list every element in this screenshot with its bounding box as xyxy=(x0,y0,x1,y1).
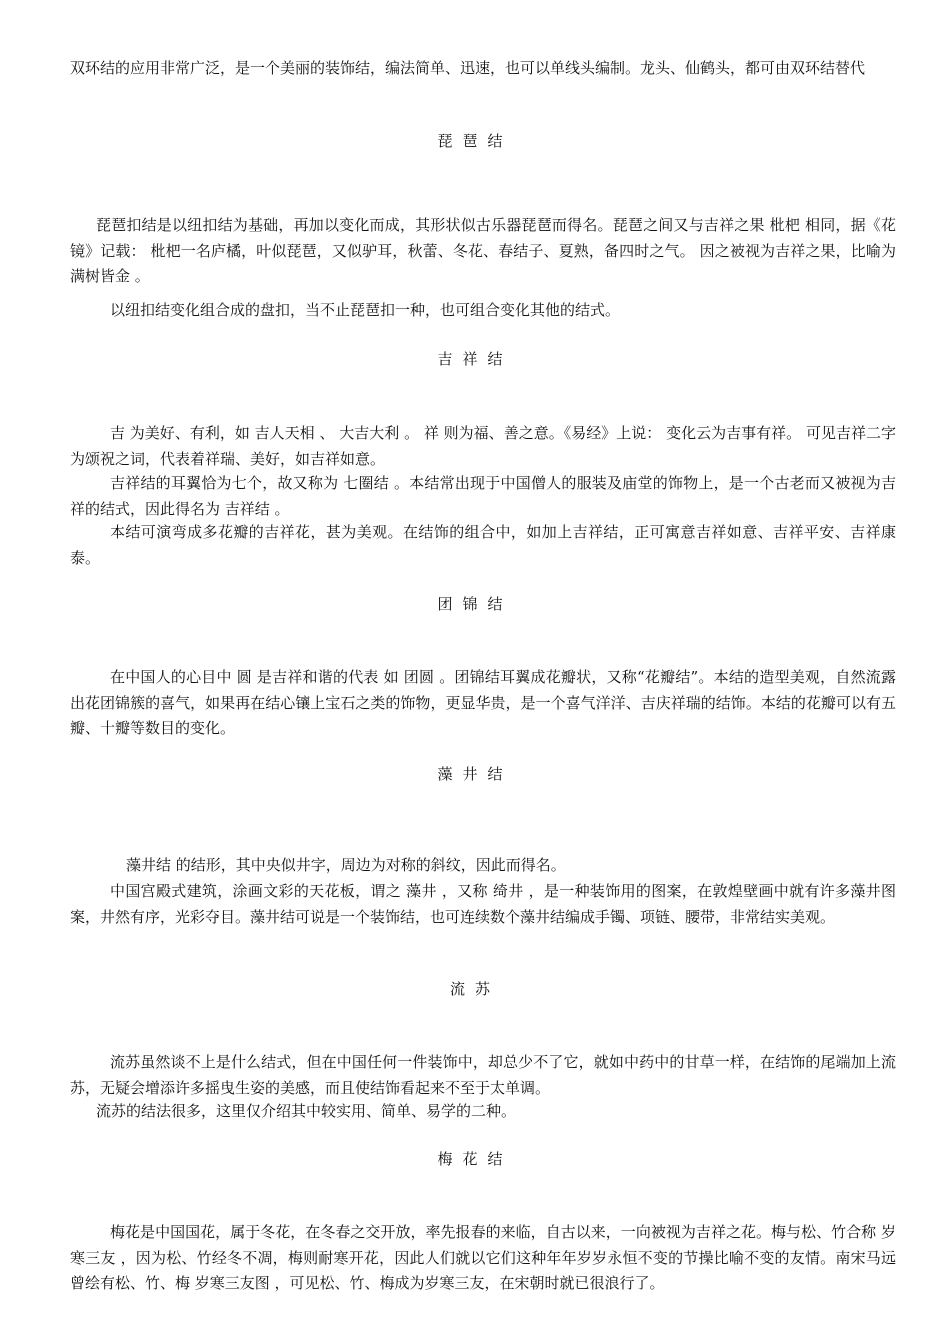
heading-liusu: 流苏 xyxy=(449,980,500,998)
heading-meihua: 梅花结 xyxy=(437,1150,513,1168)
paragraph-meihua: 梅花是中国国花，属于冬花，在冬春之交开放，率先报春的来临，自古以来，一向被视为吉祥之花。梅与松、竹合称 岁寒三友 ，因为松、竹经冬不凋，梅则耐寒开花，因此人们就以它们这种年年岁岁永恒不变的节操比喻不变的友情。南宋马远曾绘有松、竹、梅 岁寒三友图 ，可见松、竹、梅成为岁寒三友，在宋朝时就已很浪行了。 xyxy=(70,1223,896,1292)
paragraph-jixiang-2: 吉祥结的耳翼恰为七个，故又称为 七圈结 。本结常出现于中国僧人的服装及庙堂的饰物上，是一个古老而又被视为吉祥的结式，因此得名为 吉祥结 。 xyxy=(70,474,896,518)
paragraph-jixiang-1: 吉 为美好、有利，如 吉人天相 、 大吉大利 。 祥 则为福、善之意。《易经》上说： 变化云为吉事有祥。 可见吉祥二字为颂祝之词，代表着祥瑞、美好，如吉祥如意。 xyxy=(70,424,896,468)
paragraph-jixiang-3: 本结可演弯成多花瓣的吉祥花，甚为美观。在结饰的组合中，如加上吉祥结，正可寓意吉祥如意、吉祥平安、吉祥康泰。 xyxy=(70,523,896,567)
paragraph-zaojing-1: 藻井结 的结形，其中央似井字，周边为对称的斜纹，因此而得名。 xyxy=(126,856,566,874)
paragraph-liusu-1: 流苏虽然谈不上是什么结式，但在中国任何一件装饰中，却总少不了它，就如中药中的甘草一样，在结饰的尾端加上流苏，无疑会增添许多摇曳生姿的美感，而且使结饰看起来不至于太单调。 xyxy=(70,1053,896,1097)
paragraph-tuanjin: 在中国人的心目中 圆 是吉祥和谐的代表 如 团圆 。团锦结耳翼成花瓣状，又称“花瓣结”。本结的造型美观，自然流露出花团锦簇的喜气，如果再在结心镶上宝石之类的饰物，更显华贵，是一个喜气洋洋、吉庆祥瑞的结饰。本结的花瓣可以有五瓣、十瓣等数目的变化。 xyxy=(70,668,896,737)
paragraph-zaojing-2: 中国宫殿式建筑，涂画文彩的天花板，谓之 藻井 ，又称 绮井 ，是一种装饰用的图案，在敦煌壁画中就有许多藻井图案，井然有序，光彩夺目。藻井结可说是一个装饰结，也可连续数个藻井结编成手镯、项链、腰带，非常结实美观。 xyxy=(70,882,896,926)
heading-zaojing: 藻井结 xyxy=(437,765,513,783)
paragraph-pipa-1: 琵琶扣结是以纽扣结为基础，再加以变化而成，其形状似古乐器琵琶而得名。琵琶之间又与吉祥之果 枇杷 相同，据《花镜》记载： 枇杷一名庐橘，叶似琵琶，又似驴耳，秋蕾、冬花、春结子、夏熟，备四时之气。 因之被视为吉祥之果，比喻为 满树皆金 。 xyxy=(70,216,896,285)
heading-tuanjin: 团锦结 xyxy=(437,595,513,613)
paragraph-pipa-2: 以纽扣结变化组合成的盘扣，当不止琵琶扣一种，也可组合变化其他的结式。 xyxy=(110,301,621,319)
paragraph-liusu-2: 流苏的结法很多，这里仅介绍其中较实用、简单、易学的二种。 xyxy=(96,1102,517,1120)
heading-pipa: 琵琶结 xyxy=(437,132,513,150)
paragraph-shuanghuan: 双环结的应用非常广泛，是一个美丽的装饰结，编法简单、迅速，也可以单线头编制。龙头、仙鹤头，都可由双环结替代 xyxy=(70,59,866,77)
heading-jixiang: 吉祥结 xyxy=(437,350,513,368)
